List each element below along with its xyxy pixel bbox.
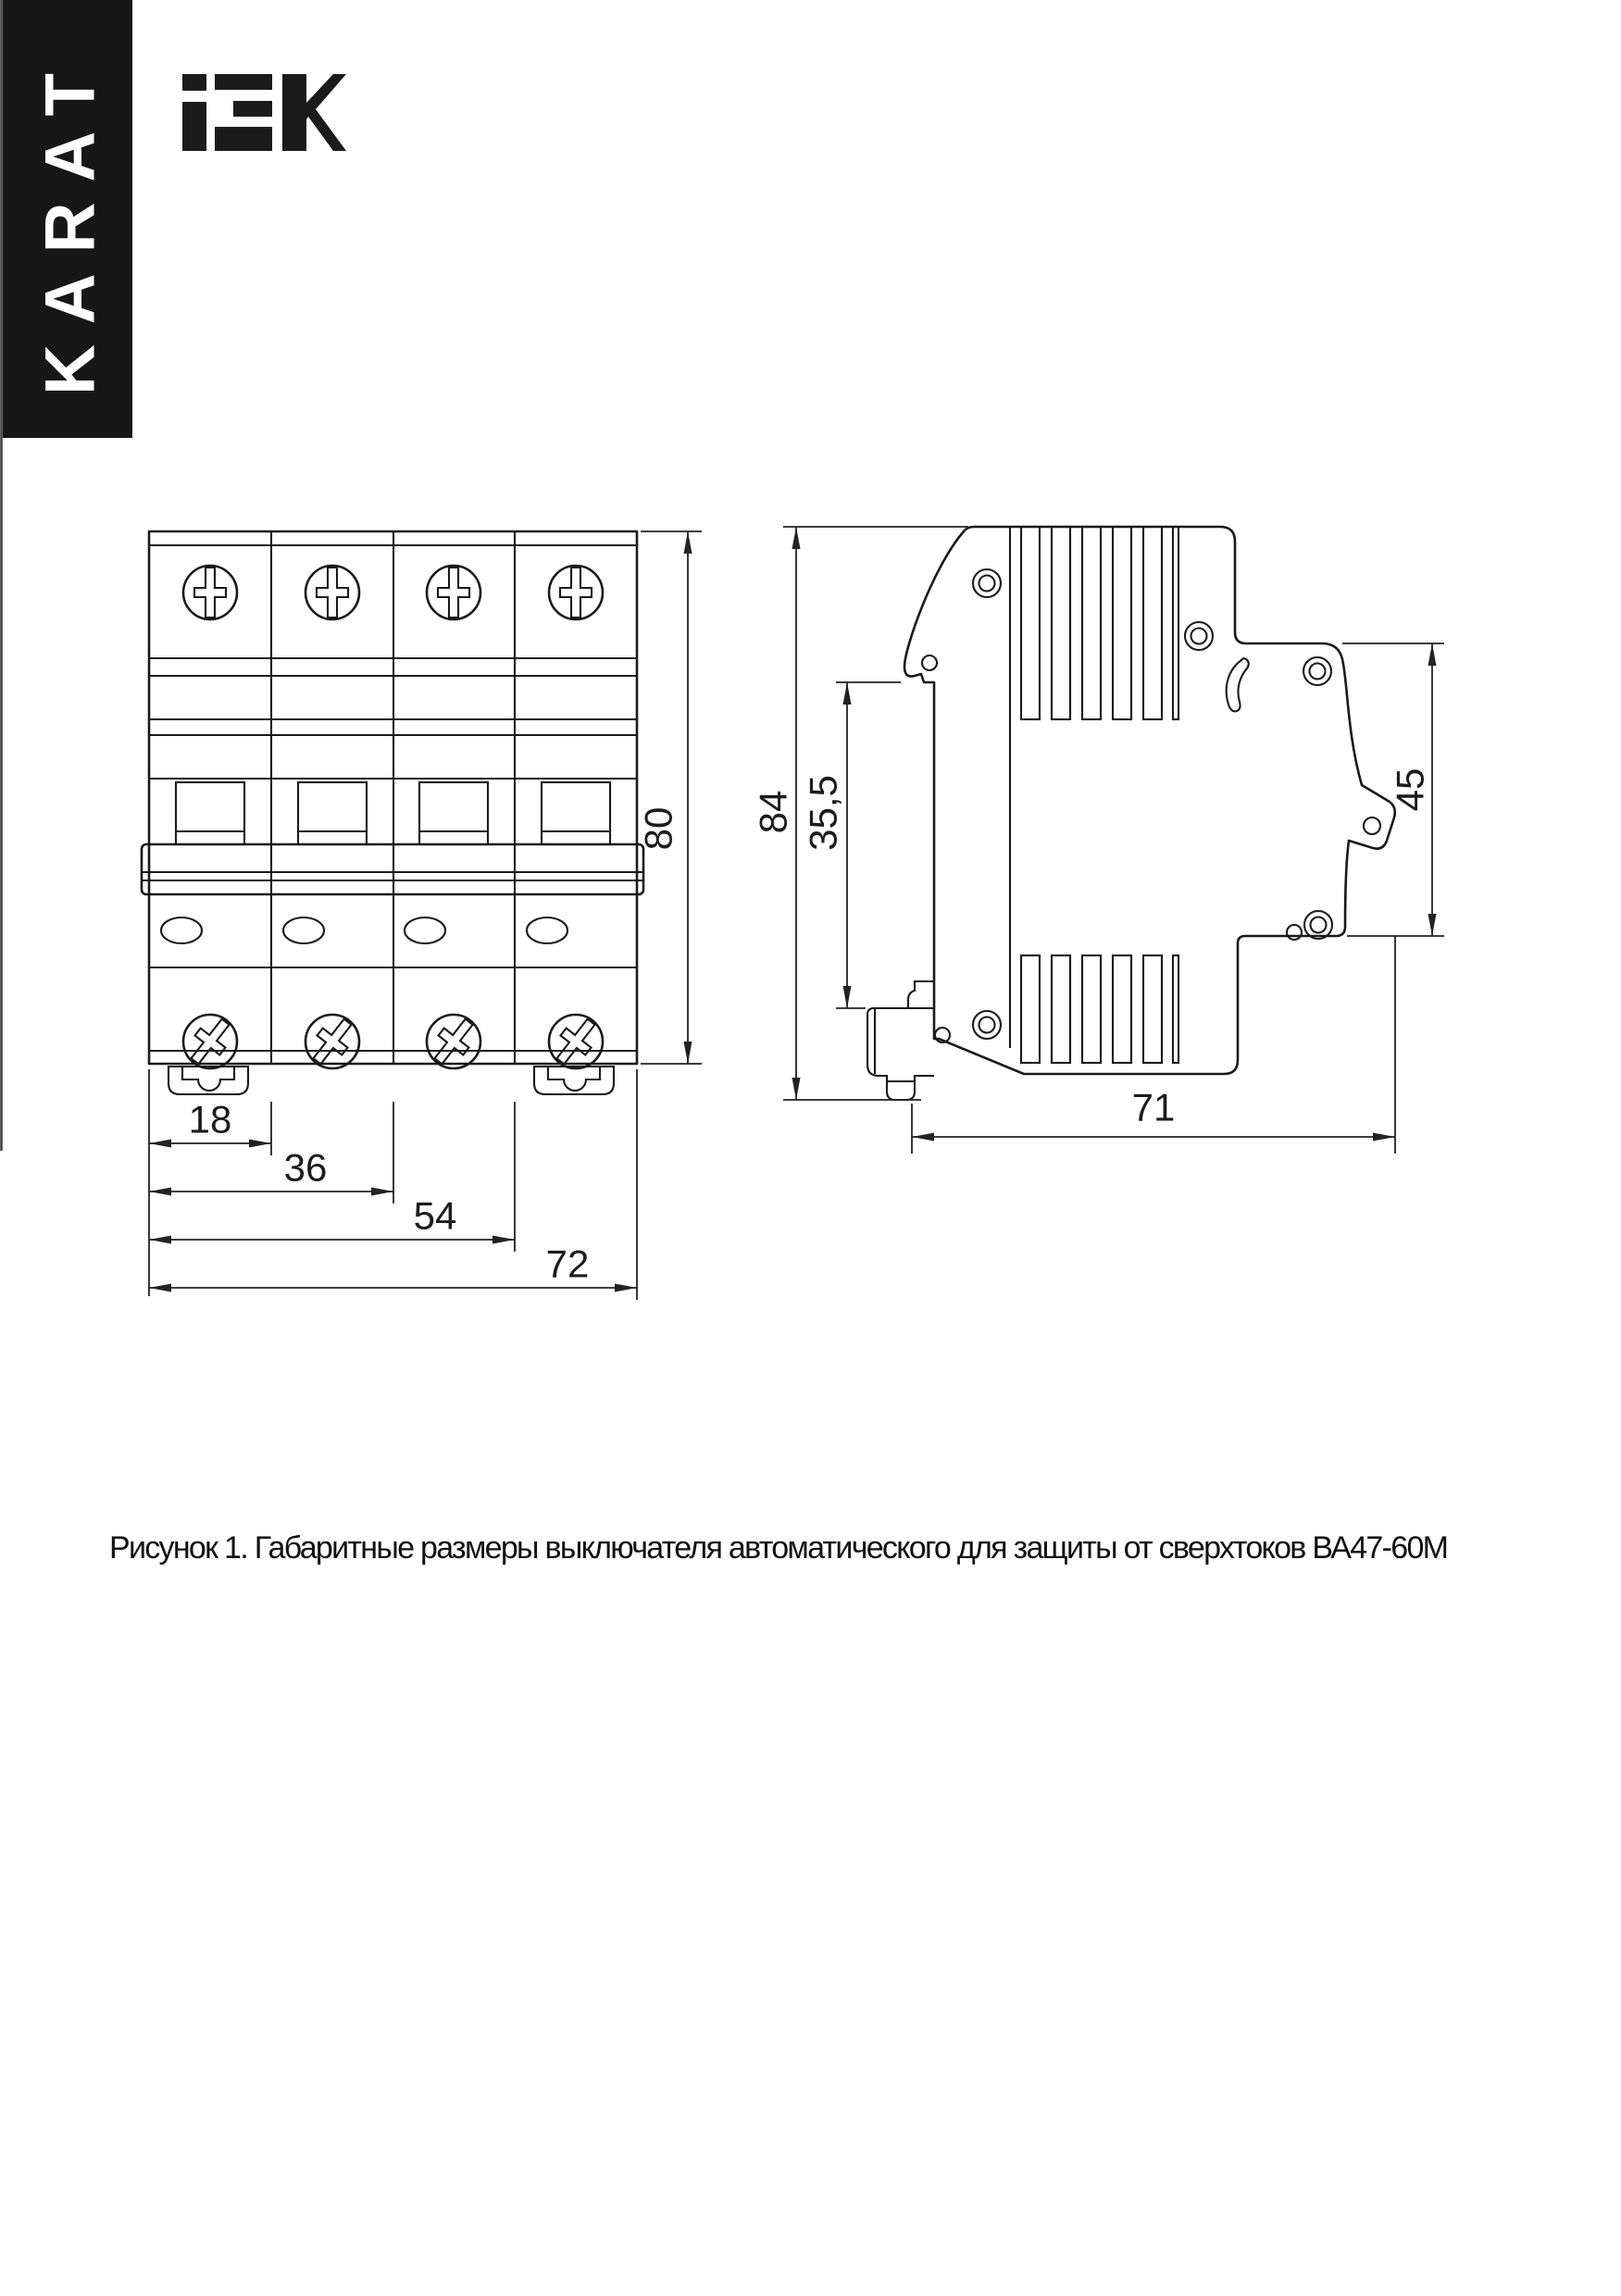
dim-side-rail-notch (802, 682, 902, 1008)
breaker-front-view (142, 531, 702, 1300)
dim-side-height (752, 527, 969, 1100)
dim-label-35-5: 35,5 (801, 775, 845, 851)
figure-caption: Рисунок 1. Габаритные размеры выключателя автоматического для защиты от сверхтоков ВА47-60М (109, 1530, 1449, 1566)
side-rivets (973, 569, 1332, 1039)
iek-logo-e-bottom-bar (215, 127, 272, 151)
rivet-icon (973, 1011, 1001, 1039)
dim-side-depth (912, 936, 1395, 1154)
screw-icon (427, 566, 480, 619)
front-din-clips (168, 1067, 614, 1094)
dim-label-45: 45 (1388, 767, 1432, 812)
side-small-holes (935, 925, 1302, 1042)
screw-icon (182, 1012, 238, 1070)
side-din-claw (908, 981, 934, 1008)
dim-label-84: 84 (751, 790, 795, 834)
iek-logo-e-top-bar (215, 74, 272, 90)
dim-front-height (637, 531, 703, 1064)
rivet-icon (1185, 622, 1213, 650)
front-module-dividers (271, 531, 515, 1064)
karat-banner (3, 0, 132, 438)
dim-label-71: 71 (1131, 1085, 1176, 1129)
terminal-lug-hole (1364, 817, 1380, 834)
screw-icon (305, 1012, 360, 1070)
screw-icon (183, 566, 237, 619)
side-dimensions (752, 527, 1445, 1154)
front-label-windows (161, 917, 567, 943)
karat-banner-label: KARAT (31, 71, 110, 395)
side-vent-slots-top (1021, 527, 1178, 719)
side-curved-slot (1227, 658, 1249, 711)
dim-label-54: 54 (413, 1193, 457, 1238)
screw-icon (305, 566, 359, 619)
dim-side-front-height (1342, 643, 1444, 936)
rivet-icon (973, 569, 1001, 597)
breaker-side-view (752, 527, 1445, 1154)
rivet-icon (1304, 911, 1332, 939)
dim-front-three-modules (149, 1194, 515, 1244)
iek-logo-i-dot (182, 74, 206, 91)
screw-icon (549, 566, 603, 619)
screw-icon (426, 1012, 481, 1070)
front-dimensions (149, 531, 702, 1300)
dim-front-total-width (149, 1242, 637, 1292)
toggle-pivot-hole (922, 655, 937, 670)
side-vent-slots-bottom (1021, 955, 1178, 1063)
dim-label-72: 72 (545, 1242, 590, 1286)
iek-logo-e-middle-bar (233, 101, 272, 117)
iek-logo-i-stem (182, 102, 206, 151)
side-din-clip (867, 1008, 934, 1100)
rivet-icon (1303, 657, 1331, 685)
dim-front-module-width (149, 1098, 271, 1148)
iek-logo (182, 74, 346, 151)
dim-label-80: 80 (636, 806, 680, 851)
screw-icon (548, 1012, 604, 1070)
iek-logo-k (282, 74, 346, 151)
dim-label-36: 36 (283, 1145, 328, 1190)
side-body-outline (904, 527, 1395, 1074)
dim-label-18: 18 (188, 1097, 232, 1142)
